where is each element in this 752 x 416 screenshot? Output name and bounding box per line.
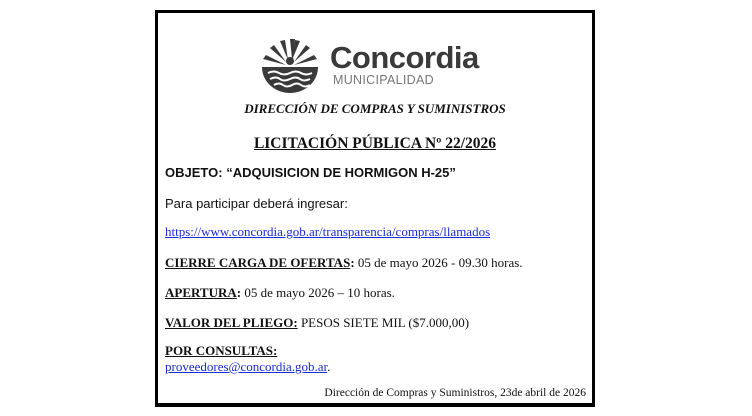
cierre-value: 05 de mayo 2026 - 09.30 horas. [357,255,523,270]
valor-label: VALOR DEL PLIEGO: [165,315,298,330]
department-heading: DIRECCIÓN DE COMPRAS Y SUMINISTROS [244,101,506,116]
notice-frame [155,10,595,407]
logo-name: Concordia [330,40,479,75]
valor-value: PESOS SIETE MIL ($7.000,00) [300,315,470,330]
municipal-emblem-icon [258,35,322,95]
instruction-text: Para participar deberá ingresar: [165,196,348,211]
consultas-label: POR CONSULTAS: [165,343,278,358]
cierre-line: CIERRE CARGA DE OFERTAS: 05 de mayo 2026 - 09.30 horas. [165,255,523,270]
email-suffix: . [327,359,331,374]
apertura-value: 05 de mayo 2026 – 10 horas. [244,285,395,300]
concordia-logo [258,35,479,95]
cierre-label: CIERRE CARGA DE OFERTAS [165,255,351,270]
contact-email-link[interactable]: proveedores@concordia.gob.ar [165,359,328,374]
tender-title: LICITACIÓN PÚBLICA Nº 22/2026 [253,135,497,152]
footer-signature: Dirección de Compras y Suministros, 23de abril de 2026 [324,387,586,399]
logo-subtitle: MUNICIPALIDAD [333,73,434,87]
objeto-value: “ADQUISICION DE HORMIGON H-25” [226,165,456,180]
valor-line [165,315,469,331]
objeto-label: OBJETO: [165,165,223,180]
apertura-line: APERTURA: 05 de mayo 2026 – 10 horas. [165,285,395,300]
apertura-label: APERTURA [165,285,237,300]
tender-link[interactable]: https://www.concordia.gob.ar/transparencia/compras/llamados [165,224,491,239]
objeto-line [165,165,456,180]
